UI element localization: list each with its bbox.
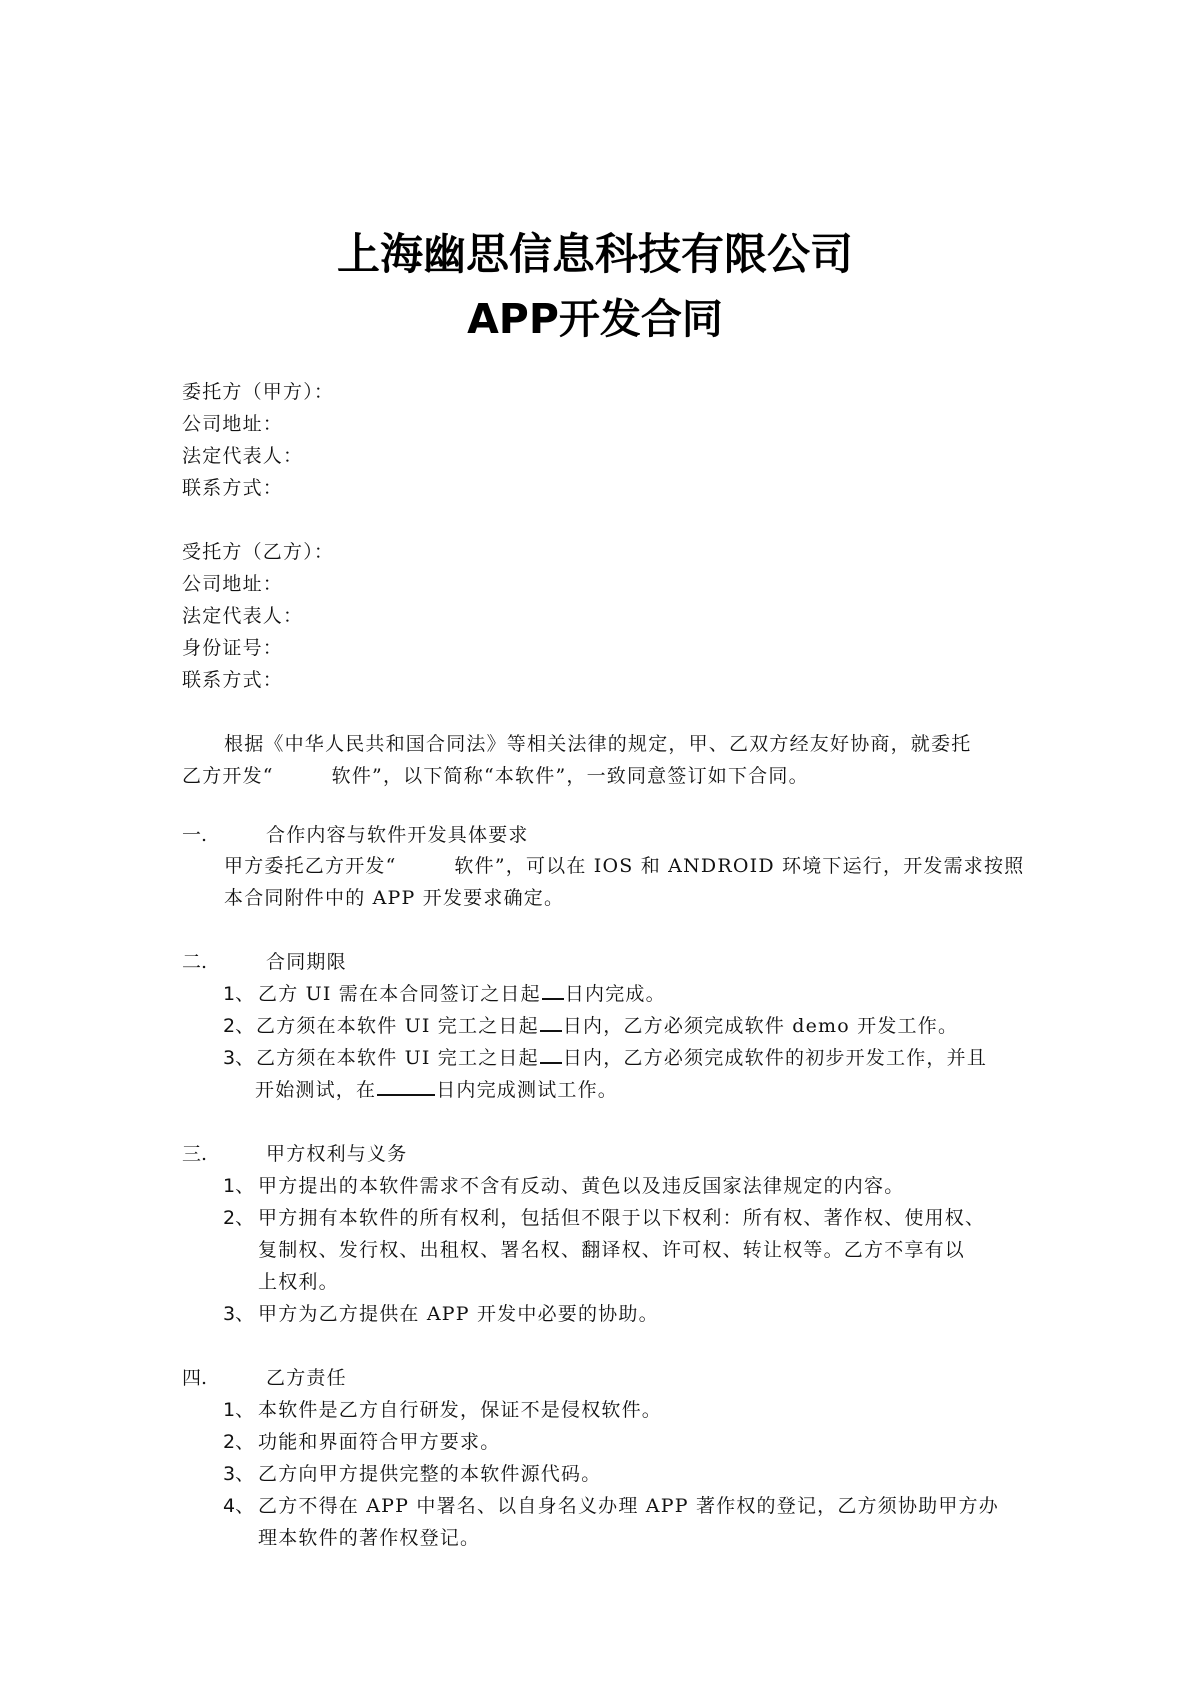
party-a-address-label: 公司地址： xyxy=(182,413,284,435)
section-3-item-2-line-2: 复制权、发行权、出租权、署名权、翻译权、许可权、转让权等。乙方不享有以 xyxy=(258,1239,966,1261)
section-2-item-2-text-before-blank: 乙方须在本软件 UI 完工之日起 xyxy=(256,1015,539,1037)
section-4-item-3-number: 3、 xyxy=(223,1463,255,1485)
section-4-item-4-line-1: 乙方不得在 APP 中署名、以自身名义办理 APP 著作权的登记，乙方须协助甲方办 xyxy=(258,1495,999,1517)
section-3-heading: 甲方权利与义务 xyxy=(266,1143,408,1165)
section-4-item-4-number: 4、 xyxy=(223,1495,255,1517)
party-b-address-label: 公司地址： xyxy=(182,573,284,595)
section-2-number: 二. xyxy=(182,951,208,973)
party-b-id-number-label: 身份证号： xyxy=(182,637,284,659)
section-2-item-3-text-after-blank: 日内，乙方必须完成软件的初步开发工作，并且 xyxy=(562,1047,988,1069)
section-1-number: 一. xyxy=(182,824,208,846)
section-2-heading: 合同期限 xyxy=(266,951,347,973)
days-blank-field[interactable] xyxy=(540,1012,562,1032)
section-4-number: 四. xyxy=(182,1367,208,1389)
section-3-item-2-line-3: 上权利。 xyxy=(258,1271,339,1293)
intro-paragraph-line-1: 根据《中华人民共和国合同法》等相关法律的规定，甲、乙双方经友好协商，就委托 xyxy=(224,733,972,755)
section-3-number: 三. xyxy=(182,1143,208,1165)
section-4-item-2-line-1: 功能和界面符合甲方要求。 xyxy=(258,1431,501,1453)
section-3-item-3-line-1: 甲方为乙方提供在 APP 开发中必要的协助。 xyxy=(258,1303,659,1325)
section-2-item-2 xyxy=(256,1010,958,1042)
section-2-item-1-text-before-blank: 乙方 UI 需在本合同签订之日起 xyxy=(258,983,541,1005)
section-1-body-line-2: 本合同附件中的 APP 开发要求确定。 xyxy=(224,887,565,909)
section-4-heading: 乙方责任 xyxy=(266,1367,347,1389)
days-blank-field[interactable] xyxy=(540,1044,562,1064)
section-2-item-1-text-after-blank: 日内完成。 xyxy=(564,983,666,1005)
party-b-legal-rep-label: 法定代表人： xyxy=(182,605,304,627)
section-3-item-3-number: 3、 xyxy=(223,1303,255,1325)
section-3-item-1-line-1: 甲方提出的本软件需求不含有反动、黄色以及违反国家法律规定的内容。 xyxy=(258,1175,905,1197)
section-4-item-3-line-1: 乙方向甲方提供完整的本软件源代码。 xyxy=(258,1463,602,1485)
section-2-item-3-continuation xyxy=(255,1074,618,1106)
section-4-item-4-line-2: 理本软件的著作权登记。 xyxy=(258,1527,481,1549)
section-2-item-3-number: 3、 xyxy=(223,1047,255,1069)
party-a-legal-rep-label: 法定代表人： xyxy=(182,445,304,467)
section-2-item-2-number: 2、 xyxy=(223,1015,255,1037)
section-1-heading: 合作内容与软件开发具体要求 xyxy=(266,824,529,846)
company-title: 上海幽思信息科技有限公司 xyxy=(337,230,853,280)
days-blank-field[interactable] xyxy=(542,980,564,1000)
party-a-heading: 委托方（甲方）： xyxy=(182,381,335,403)
section-4-item-1-line-1: 本软件是乙方自行研发，保证不是侵权软件。 xyxy=(258,1399,663,1421)
section-2-item-3-cont-before-blank: 开始测试，在 xyxy=(255,1079,377,1101)
section-2-item-1 xyxy=(258,978,666,1010)
contract-title: APP开发合同 xyxy=(467,295,723,343)
party-b-heading: 受托方（乙方）： xyxy=(182,541,335,563)
section-3-item-1-number: 1、 xyxy=(223,1175,255,1197)
party-a-contact-label: 联系方式： xyxy=(182,477,284,499)
test-days-blank-field[interactable] xyxy=(377,1076,435,1096)
section-2-item-3 xyxy=(256,1042,987,1074)
section-1-body-line-1: 甲方委托乙方开发“ 软件”，可以在 IOS 和 ANDROID 环境下运行，开发需求按照 xyxy=(224,855,1025,877)
section-2-item-2-text-after-blank: 日内，乙方必须完成软件 demo 开发工作。 xyxy=(562,1015,959,1037)
section-2-item-3-text-before-blank: 乙方须在本软件 UI 完工之日起 xyxy=(256,1047,539,1069)
section-4-item-2-number: 2、 xyxy=(223,1431,255,1453)
section-4-item-1-number: 1、 xyxy=(223,1399,255,1421)
section-2-item-3-cont-after-blank: 日内完成测试工作。 xyxy=(436,1079,619,1101)
section-2-item-1-number: 1、 xyxy=(223,983,255,1005)
section-3-item-2-number: 2、 xyxy=(223,1207,255,1229)
intro-paragraph-line-2: 乙方开发“ 软件”，以下简称“本软件”，一致同意签订如下合同。 xyxy=(182,765,809,787)
party-b-contact-label: 联系方式： xyxy=(182,669,284,691)
section-3-item-2-line-1: 甲方拥有本软件的所有权利，包括但不限于以下权利：所有权、著作权、使用权、 xyxy=(258,1207,986,1229)
